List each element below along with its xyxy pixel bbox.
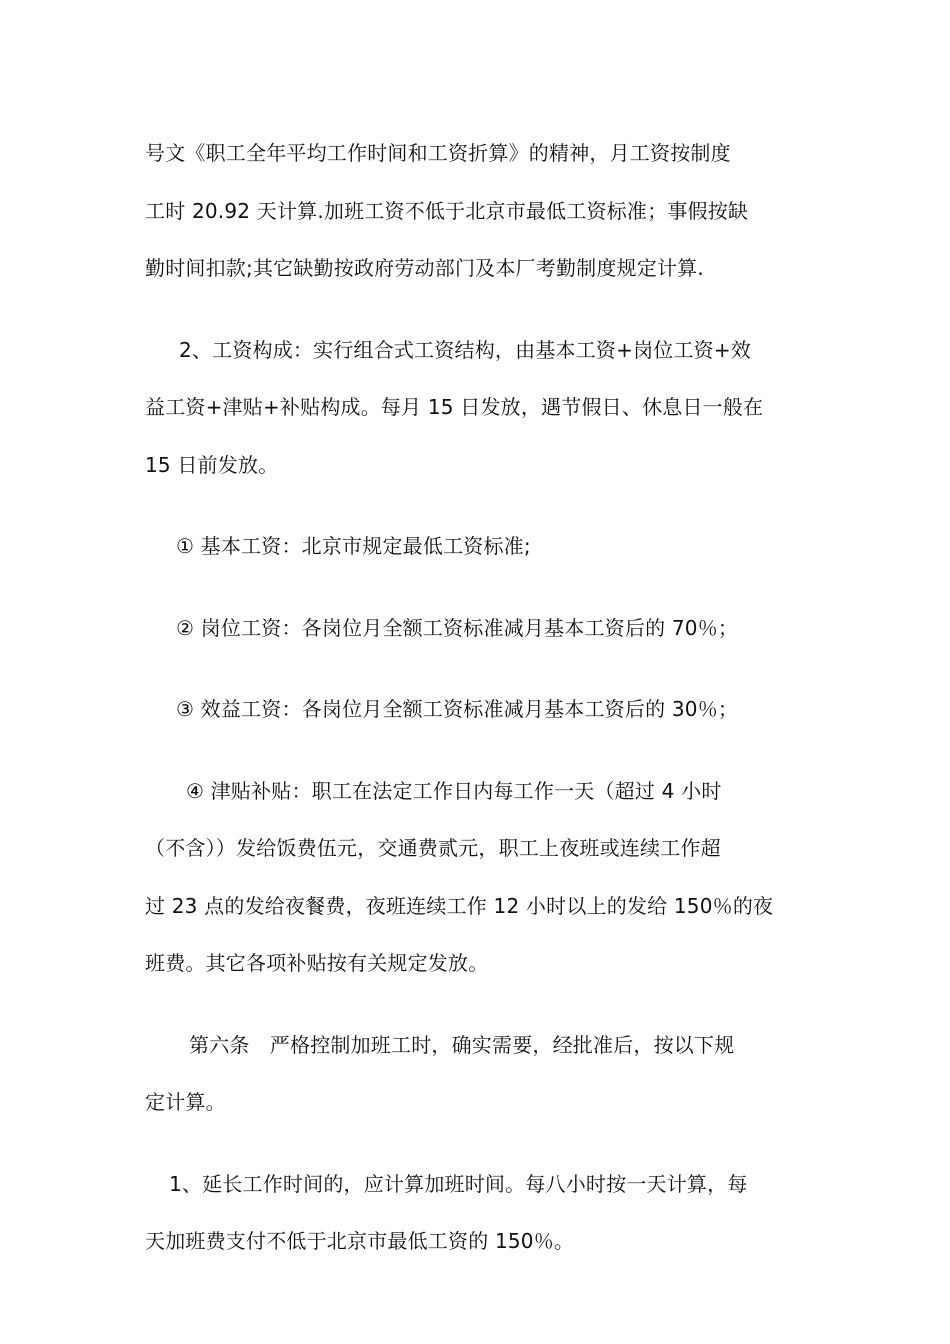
list-item-performance-wage: [145, 681, 807, 739]
text-line: （不含））发给饭费伍元，交通费贰元，职工上夜班或连续工作超: [145, 836, 721, 860]
text-line: ③ 效益工资：各岗位月全额工资标准减月基本工资后的 30％；: [176, 697, 739, 721]
text-line: 过 23 点的发给夜餐费，夜班连续工作 12 小时以上的发给 150％的夜: [145, 893, 774, 918]
text-line: 勤时间扣款;其它缺勤按政府劳动部门及本厂考勤制度规定计算.: [145, 256, 704, 280]
text-line: ① 基本工资：北京市规定最低工资标准;: [176, 534, 531, 558]
paragraph-wage-calculation: [145, 125, 807, 298]
text-line: 第六条 严格控制加班工时，确实需要，经批准后，按以下规: [189, 1032, 735, 1057]
article-six: [145, 1017, 807, 1132]
list-item-allowance: [145, 763, 807, 993]
text-line: 天加班费支付不低于北京市最低工资的 150％。: [145, 1229, 575, 1253]
text-line: 号文《职工全年平均工作时间和工资折算》的精神，月工资按制度: [145, 141, 731, 165]
text-line: 定计算。: [145, 1090, 226, 1114]
text-line: 益工资+津贴+补贴构成。每月 15 日发放，遇节假日、休息日一般在: [145, 395, 764, 419]
text-line: 1、延长工作时间的，应计算加班时间。每八小时按一天计算，每: [169, 1171, 748, 1196]
paragraph-wage-structure: [145, 322, 807, 495]
paragraph-overtime: [145, 1156, 807, 1271]
list-item-base-wage: [145, 518, 807, 576]
text-line: 工时 20.92 天计算.加班工资不低于北京市最低工资标准；事假按缺: [145, 198, 749, 223]
text-line: 2、工资构成：实行组合式工资结构，由基本工资+岗位工资+效: [179, 337, 752, 362]
document-body: [145, 125, 807, 1295]
text-line: 15 日前发放。: [145, 452, 279, 477]
text-line: ② 岗位工资：各岗位月全额工资标准减月基本工资后的 70％；: [176, 615, 739, 640]
text-line: ④ 津贴补贴：职工在法定工作日内每工作一天（超过 4 小时: [186, 778, 722, 803]
list-item-position-wage: [145, 600, 807, 658]
text-line: 班费。其它各项补贴按有关规定发放。: [145, 951, 489, 975]
